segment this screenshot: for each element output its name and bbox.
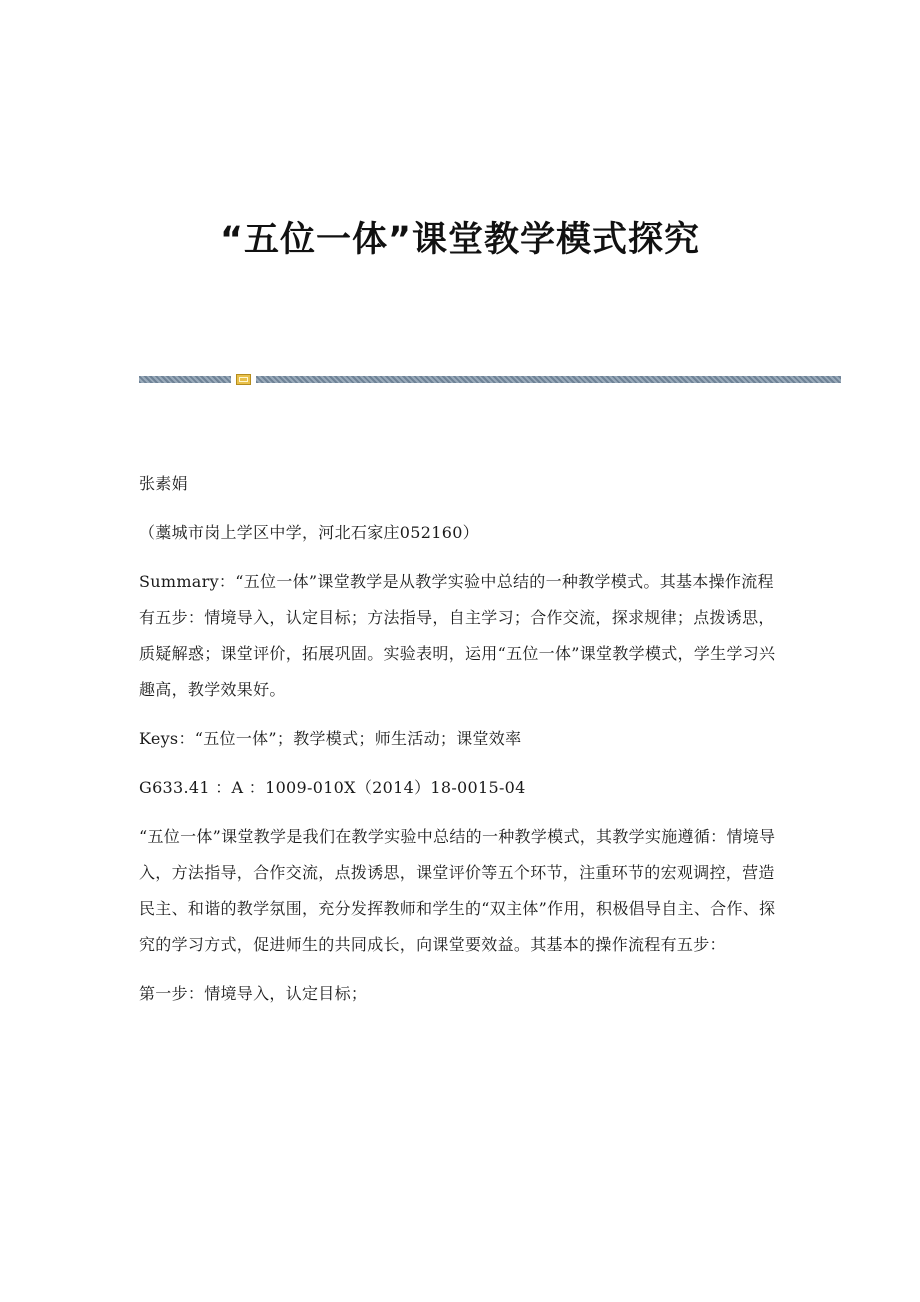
article-body (139, 466, 789, 1025)
divider-bar-left (139, 376, 231, 383)
title-divider (139, 374, 841, 384)
envelope-ornament-icon (236, 374, 251, 385)
summary-paragraph: Summary：“五位一体”课堂教学是从教学实验中总结的一种教学模式。其基本操作流程有五步：情境导入，认定目标；方法指导，自主学习；合作交流，探求规律；点拨诱思，质疑解惑；课堂评价，拓展巩固。实验表明，运用“五位一体”课堂教学模式，学生学习兴趣高，教学效果好。 (139, 572, 776, 699)
page-title: “五位一体”课堂教学模式探究 (219, 220, 700, 260)
step-one-heading: 第一步：情境导入，认定目标； (139, 984, 368, 1003)
author-name: 张素娟 (139, 474, 188, 493)
classification-line: G633.41 ：A ：1009-010X（2014）18-0015-04 (139, 778, 526, 797)
keywords-line: Keys：“五位一体”；教学模式；师生活动；课堂效率 (139, 729, 522, 748)
intro-paragraph: “五位一体”课堂教学是我们在教学实验中总结的一种教学模式，其教学实施遵循：情境导入，方法指导，合作交流，点拨诱思，课堂评价等五个环节，注重环节的宏观调控，营造民主、和谐的教学氛围，充分发挥教师和学生的“双主体”作用，积极倡导自主、合作、探究的学习方式，促进师生的共同成长，向课堂要效益。其基本的操作流程有五步： (139, 827, 776, 954)
divider-bar-right (256, 376, 841, 383)
author-affiliation: （藁城市岗上学区中学，河北石家庄052160） (139, 523, 479, 542)
